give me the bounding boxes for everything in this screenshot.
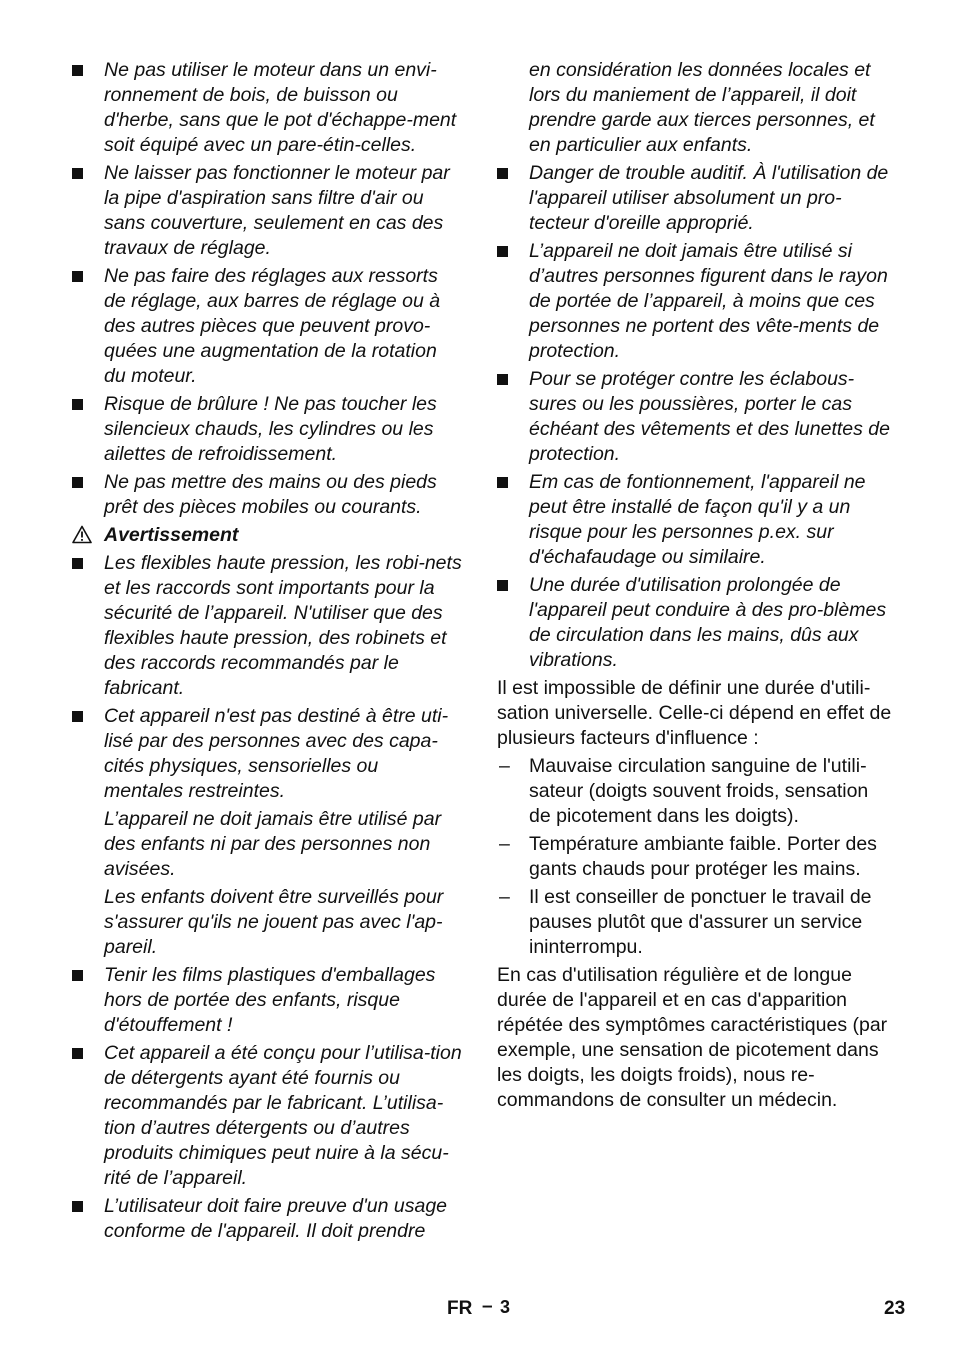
dash-bullet-icon: –	[499, 755, 510, 777]
square-bullet-icon	[72, 558, 83, 569]
square-bullet-icon	[72, 1201, 83, 1212]
list-item: Pour se protéger contre les éclabous-sures ou les poussières, porter le cas échéant des vêtements et des lunettes de protection.	[497, 367, 892, 467]
square-bullet-icon	[72, 168, 83, 179]
body-paragraph: Il est impossible de définir une durée d'utili-sation universelle. Celle-ci dépend en effet de plusieurs facteurs d'influence :	[497, 677, 892, 749]
footer-dash: –	[482, 1296, 493, 1317]
square-bullet-icon	[72, 970, 83, 981]
warning-triangle-icon	[72, 525, 92, 544]
list-item: Tenir les films plastiques d'emballages hors de portée des enfants, risque d'étouffement !	[72, 963, 462, 1038]
list-item: Ne pas faire des réglages aux ressorts de réglage, aux barres de réglage ou à des autres pièces que peuvent provo-quées une augmentation de la rotation du moteur.	[72, 264, 462, 389]
continuation-paragraph: Les enfants doivent être surveillés pour s'assurer qu'ils ne jouent pas avec l'ap-pareil.	[104, 886, 444, 958]
page-number: 23	[884, 1298, 906, 1319]
dash-list-item: – Température ambiante faible. Porter des gants chauds pour protéger les mains.	[499, 833, 877, 880]
footer-section-page: 3	[500, 1297, 511, 1317]
square-bullet-icon	[72, 399, 83, 410]
square-bullet-icon	[497, 580, 508, 591]
square-bullet-icon	[497, 374, 508, 385]
left-column	[72, 58, 462, 1247]
right-column	[497, 58, 892, 1116]
dash-list-item: – Il est conseiller de ponctuer le travail de pauses plutôt que d'assurer un service ininterrompu.	[499, 886, 872, 958]
list-item: Ne pas utiliser le moteur dans un envi-ronnement de bois, de buisson ou d'herbe, sans que le pot d'échappe-ment soit équipé avec un pare-étin-celles.	[72, 58, 462, 158]
square-bullet-icon	[72, 271, 83, 282]
list-item: Ne laisser pas fonctionner le moteur par la pipe d'aspiration sans filtre d'air ou sans couverture, seulement en cas des travaux de réglage.	[72, 161, 462, 261]
square-bullet-icon	[72, 711, 83, 722]
square-bullet-icon	[72, 65, 83, 76]
continuation-paragraph: L’appareil ne doit jamais être utilisé par des enfants ni par des personnes non avisées.	[104, 808, 442, 880]
dash-list-item: – Mauvaise circulation sanguine de l'utili-sateur (doigts souvent froids, sensation de picotement dans les doigts).	[499, 755, 869, 827]
list-item: Em cas de fontionnement, l'appareil ne peut être installé de façon qu'il y a un risque pour les personnes p.ex. sur d'échafaudage ou similaire.	[497, 470, 892, 570]
body-paragraph: En cas d'utilisation régulière et de longue durée de l'appareil et en cas d'apparition répétée des symptômes caractéristiques (par exemple, une sensation de picotement dans les doigts, les doigts froids), nous re-commandons de consulter un médecin.	[497, 964, 888, 1111]
footer-language: FR	[447, 1298, 473, 1319]
warning-heading: Avertissement	[72, 523, 462, 548]
list-item: L’appareil ne doit jamais être utilisé si d’autres personnes figurent dans le rayon de portée de l’appareil, à moins que ces personnes ne portent des vête-ments de protection.	[497, 239, 892, 364]
list-item: Les flexibles haute pression, les robi-nets et les raccords sont importants pour la sécurité de l’appareil. N'utiliser que des flexibles haute pression, des robinets et des raccords recommandés par le fabricant.	[72, 551, 462, 701]
list-item: L’utilisateur doit faire preuve d'un usage conforme de l'appareil. Il doit prendre	[72, 1194, 462, 1244]
square-bullet-icon	[497, 477, 508, 488]
square-bullet-icon	[497, 168, 508, 179]
list-item: Cet appareil a été conçu pour l’utilisa-tion de détergents ayant été fournis ou recommandés par le fabricant. L’utilisa-tion d’autres détergents ou d’autres produits chimiques peut nuire à la sécu-rité de l’appareil.	[72, 1041, 462, 1191]
list-item: Risque de brûlure ! Ne pas toucher les silencieux chauds, les cylindres ou les ailettes de refroidissement.	[72, 392, 462, 467]
list-item: Une durée d'utilisation prolongée de l'appareil peut conduire à des pro-blèmes de circulation dans les mains, dûs aux vibrations.	[497, 573, 892, 673]
dash-bullet-icon: –	[499, 833, 510, 855]
list-item: Cet appareil n'est pas destiné à être uti-lisé par des personnes avec des capa-cités physiques, sensorielles ou mentales restreintes.	[72, 704, 462, 804]
square-bullet-icon	[72, 1048, 83, 1059]
continuation-paragraph: en considération les données locales et lors du maniement de l’appareil, il doit prendre garde aux tierces personnes, et en particulier aux enfants.	[529, 59, 875, 156]
list-item: Danger de trouble auditif. À l'utilisation de l'appareil utiliser absolument un pro-tecteur d'oreille approprié.	[497, 161, 892, 236]
square-bullet-icon	[497, 246, 508, 257]
dash-bullet-icon: –	[499, 886, 510, 908]
list-item: Ne pas mettre des mains ou des pieds prêt des pièces mobiles ou courants.	[72, 470, 462, 520]
square-bullet-icon	[72, 477, 83, 488]
